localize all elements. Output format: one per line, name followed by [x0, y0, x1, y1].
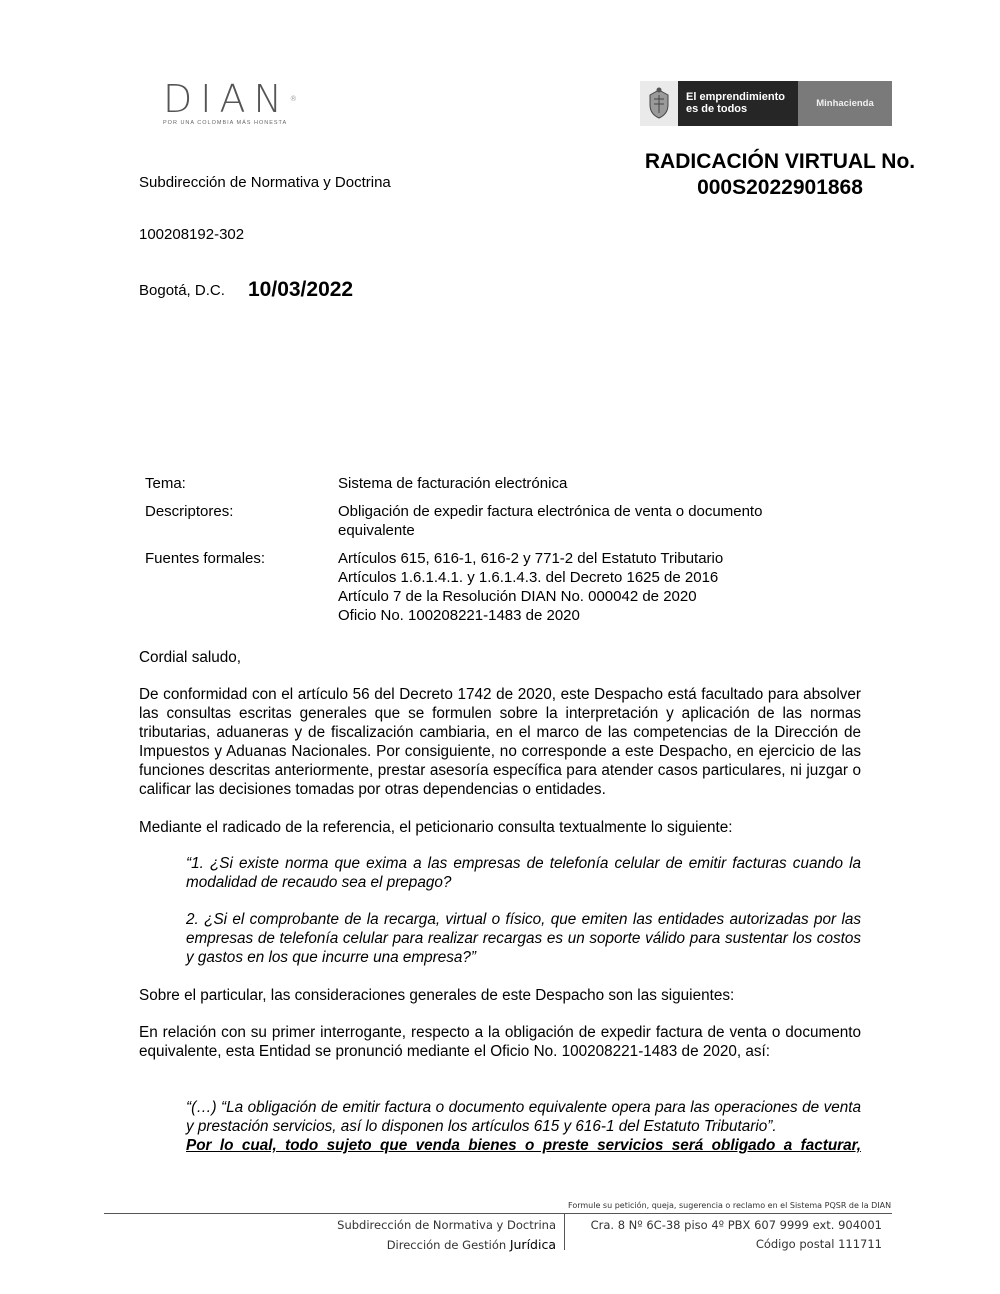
- tema-value: Sistema de facturación electrónica: [338, 475, 568, 492]
- quote-oficio: [186, 1098, 861, 1155]
- quote-question-2: 2. ¿Si el comprobante de la recarga, virtual o físico, que emiten las entidades autorizadas por las empresas de telefonía celular para realizar recargas es un soporte válido para sustentar los costos y gastos en los que incurre una empresa?”: [186, 911, 861, 966]
- coat-of-arms-icon: [640, 81, 678, 126]
- slogan-line-1: El emprendimiento: [686, 91, 786, 103]
- dian-logo: [163, 77, 325, 128]
- radicacion-title: RADICACIÓN VIRTUAL No.: [644, 150, 916, 173]
- tema-label: Tema:: [145, 475, 186, 492]
- footer-pqsr-note: Formule su petición, queja, sugerencia o reclamo en el Sistema PQSR de la DIAN: [568, 1201, 892, 1210]
- place: Bogotá, D.C.: [139, 282, 225, 299]
- footer-postal-code: Código postal 111711: [755, 1237, 882, 1251]
- document-date: 10/03/2022: [248, 278, 354, 301]
- fuente-item: Artículos 615, 616-1, 616-2 y 771-2 del Estatuto Tributario: [338, 550, 724, 567]
- dian-logo-tagline: POR UNA COLOMBIA MÁS HONESTA: [163, 120, 288, 126]
- fuente-item: Artículo 7 de la Resolución DIAN No. 000042 de 2020: [338, 588, 697, 605]
- paragraph-first-question: En relación con su primer interrogante, respecto a la obligación de expedir factura de venta o documento equivalente, esta Entidad se pronunció mediante el Oficio No. 100208221-1483 de 2020, así:: [139, 1024, 861, 1060]
- radicacion-code: 000S2022901868: [697, 176, 863, 199]
- paragraph-request: Mediante el radicado de la referencia, el peticionario consulta textualmente lo siguiente:: [139, 819, 733, 836]
- paragraph-competence: De conformidad con el artículo 56 del Decreto 1742 de 2020, este Despacho está facultado para absolver las consultas escritas generales que se formulen sobre la interpretación y aplicación de las normas tributarias, aduaneras y de fiscalización cambiaria, en el marco de las competencias de la Dirección de Impuestos y Aduanas Nacionales. Por consiguiente, no corresponde a este Despacho, en ejercicio de las funciones descritas anteriormente, prestar asesoría específica para atender casos particulares, ni juzgar o calificar las decisiones tomadas por otras dependencias o entidades.: [139, 686, 861, 798]
- descriptores-value: [338, 502, 818, 540]
- quote-oficio-emphasis: Por lo cual, todo sujeto que venda bienes o preste servicios será obligado a facturar,: [186, 1137, 861, 1154]
- fuentes-list: [338, 549, 818, 625]
- slogan-line-2: es de todos: [686, 103, 748, 115]
- government-banner: [640, 81, 892, 126]
- fuente-item: Artículos 1.6.1.4.1. y 1.6.1.4.3. del Decreto 1625 de 2016: [338, 569, 719, 586]
- descriptores-label: Descriptores:: [145, 503, 234, 520]
- paragraph-considerations: Sobre el particular, las consideraciones generales de este Despacho son las siguientes:: [139, 987, 735, 1004]
- fuente-item: Oficio No. 100208221-1483 de 2020: [338, 607, 580, 624]
- footer-separator: [564, 1214, 565, 1250]
- fuentes-label: Fuentes formales:: [145, 550, 266, 567]
- footer-divider: [104, 1213, 892, 1214]
- quote-oficio-text: “(…) “La obligación de emitir factura o documento equivalente opera para las operaciones de venta y prestación servicios, así lo disponen los artículos 615 y 616-1 del Estatuto Tributario”.: [186, 1099, 861, 1135]
- footer-office-line: Subdirección de Normativa y Doctrina: [337, 1218, 556, 1232]
- footer-office: [337, 1216, 556, 1255]
- dian-logo-word: DIAN®: [163, 77, 297, 121]
- descriptores-line: equivalente: [338, 522, 415, 539]
- government-slogan: [678, 81, 798, 126]
- ministry-label: Minhacienda: [798, 81, 892, 126]
- descriptores-line: Obligación de expedir factura electrónica de venta o documento: [338, 503, 763, 520]
- greeting: Cordial saludo,: [139, 649, 242, 666]
- reference-number: 100208192-302: [139, 226, 245, 243]
- footer-office-strong: Jurídica: [509, 1237, 556, 1252]
- radicacion-number: [570, 149, 990, 201]
- quote-question-1: “1. ¿Si existe norma que exima a las empresas de telefonía celular de emitir facturas cuando la modalidad de recaudo sea el prepago?: [186, 855, 861, 891]
- footer-address: [591, 1216, 882, 1254]
- footer-office-prefix: Dirección de Gestión: [386, 1238, 507, 1252]
- footer-office-line: [337, 1235, 556, 1255]
- footer-address-line: Cra. 8 Nº 6C-38 piso 4º PBX 607 9999 ext. 904001: [590, 1218, 882, 1232]
- office-name: Subdirección de Normativa y Doctrina: [139, 174, 391, 191]
